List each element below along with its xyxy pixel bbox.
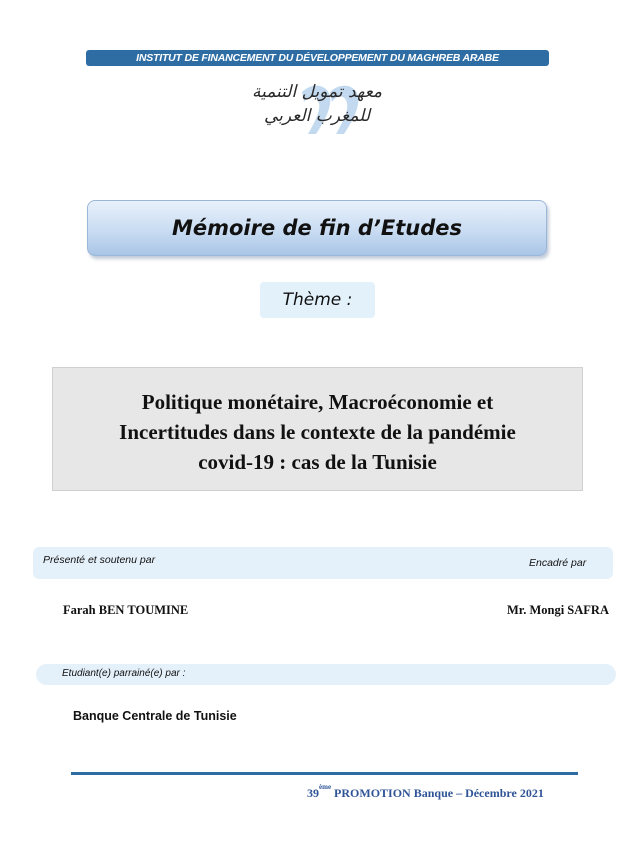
promotion-number: 39 <box>307 786 319 800</box>
theme-label: Thème : <box>282 290 353 310</box>
subject-box <box>52 367 583 491</box>
logo-line-2: للمغرب العربي <box>263 106 370 126</box>
subject-line-3: covid-19 : cas de la Tunisie <box>198 450 437 474</box>
promotion-line <box>307 783 544 801</box>
logo-line-1: معهد تمويل التنمية <box>251 82 383 102</box>
logo-arabic-text <box>232 80 402 128</box>
presented-label: Présenté et soutenu par <box>43 554 156 566</box>
institute-name: INSTITUT DE FINANCEMENT DU DÉVELOPPEMENT DU MAGHREB ARABE <box>136 52 499 64</box>
memoire-title: Mémoire de fin d’Etudes <box>171 216 463 240</box>
student-name: Farah BEN TOUMINE <box>63 603 189 617</box>
sponsor-name: Banque Centrale de Tunisie <box>73 709 237 723</box>
memoire-title-box <box>87 200 547 256</box>
subject-line-1: Politique monétaire, Macroéconomie et <box>141 390 494 414</box>
subject-title <box>53 387 582 477</box>
institute-banner <box>86 50 549 66</box>
supervisor-name: Mr. Mongi SAFRA <box>507 603 609 617</box>
promotion-text: PROMOTION Banque – Décembre 2021 <box>331 786 544 800</box>
promotion-suffix: ème <box>319 783 332 791</box>
subject-line-2: Incertitudes dans le contexte de la pandémie <box>119 420 516 444</box>
theme-box <box>260 282 375 318</box>
supervised-label: Encadré par <box>529 557 587 569</box>
bottom-divider <box>71 772 578 775</box>
sponsor-label: Etudiant(e) parrainé(e) par : <box>62 668 186 679</box>
